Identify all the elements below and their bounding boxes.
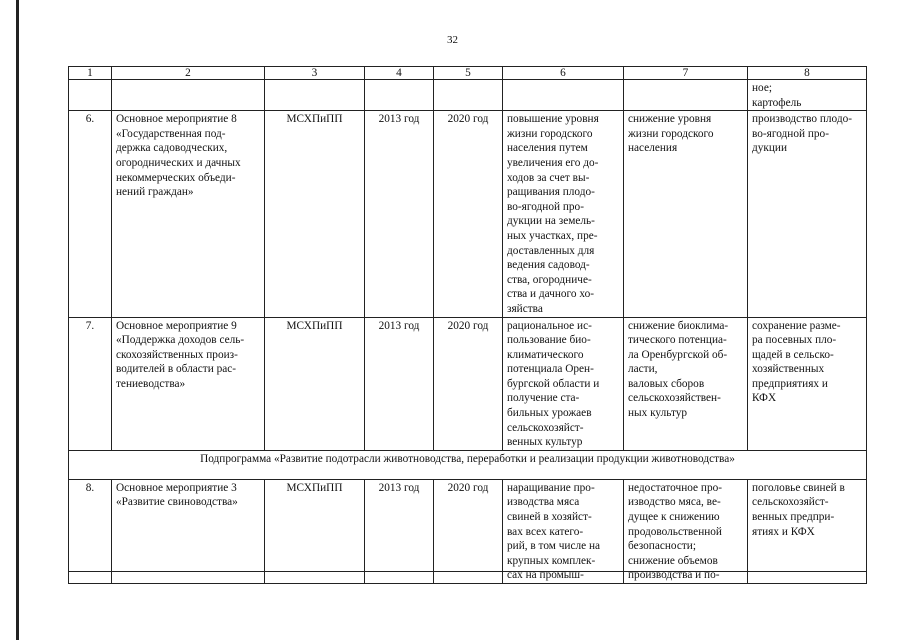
cell-line: ятиях и КФХ: [752, 525, 815, 538]
cell-line: наращивание про-: [507, 481, 595, 494]
subprogram-row: [69, 450, 867, 479]
cell-line: держка садоводческих,: [116, 142, 228, 155]
link-cell: [748, 111, 867, 317]
result-cell: [503, 111, 624, 317]
cell-line: хозяйственных: [752, 363, 825, 376]
cell-line: потенциала Орен-: [507, 363, 594, 376]
cell-line: производства и по-: [628, 569, 720, 582]
cell-line: ходов за счет вы-: [507, 171, 590, 184]
cell-line: некоммерческих объеди-: [116, 171, 236, 184]
cell-line: водителей в области рас-: [116, 363, 237, 376]
table-row: [69, 111, 867, 317]
cell-line: нений граждан»: [116, 186, 194, 199]
cell-line: ства, огородниче-: [507, 273, 592, 286]
table-cell: [624, 80, 748, 111]
executor-cell: МСХПиПП: [265, 317, 365, 450]
cell-line: тического потенциа-: [628, 334, 727, 347]
end-year-cell: 2020 год: [434, 479, 503, 583]
link-cell: [748, 80, 867, 111]
cell-line: рациональное ис-: [507, 319, 592, 332]
cell-line: увеличения его до-: [507, 156, 599, 169]
event-cell: [112, 317, 265, 450]
cell-line: во-ягодной про-: [752, 127, 829, 140]
table-cell: [503, 80, 624, 111]
start-year-cell: 2013 год: [365, 479, 434, 583]
table-row: [69, 479, 867, 583]
continuation-row: [69, 80, 867, 111]
cell-line: ращивания плодо-: [507, 186, 595, 199]
cell-line: ных культур: [628, 407, 688, 420]
cell-line: сохранение разме-: [752, 319, 841, 332]
row-number: 7.: [69, 317, 112, 450]
measures-table: [68, 66, 867, 584]
cell-line: «Государственная под-: [116, 127, 226, 140]
result-cell: [503, 317, 624, 450]
start-year-cell: 2013 год: [365, 317, 434, 450]
header-cell: 1: [69, 67, 112, 80]
cell-line: продовольственной: [628, 525, 722, 538]
cell-line: пользование био-: [507, 334, 591, 347]
cell-line: огороднических и дачных: [116, 156, 241, 169]
cell-line: производство плодо-: [752, 113, 853, 126]
cell-line: сельскохозяйст-: [752, 496, 829, 509]
cell-line: сельскохозяйст-: [507, 421, 584, 434]
header-row: [69, 67, 867, 80]
cell-line: крупных комплек-: [507, 554, 596, 567]
table-bottom-border: [68, 571, 866, 572]
cell-line: населения путем: [507, 142, 588, 155]
row-number: 8.: [69, 479, 112, 583]
cell-line: ведения садовод-: [507, 259, 590, 272]
cell-line: тениеводства»: [116, 377, 186, 390]
page-number: 32: [447, 34, 458, 46]
executor-cell: МСХПиПП: [265, 111, 365, 317]
cell-line: доставленных для: [507, 244, 595, 257]
end-year-cell: 2020 год: [434, 111, 503, 317]
cell-line: Основное мероприятие 8: [116, 113, 237, 126]
cell-line: населения: [628, 142, 678, 155]
cell-line: «Развитие свиноводства»: [116, 496, 238, 509]
table-cell: [69, 80, 112, 111]
cell-line: бургской области и: [507, 377, 600, 390]
consequence-cell: [624, 479, 748, 583]
cell-line: снижение объемов: [628, 554, 718, 567]
cell-line: Основное мероприятие 3: [116, 481, 237, 494]
header-cell: 8: [748, 67, 867, 80]
end-year-cell: 2020 год: [434, 317, 503, 450]
header-cell: 3: [265, 67, 365, 80]
cell-line: безопасности;: [628, 540, 696, 553]
consequence-cell: [624, 111, 748, 317]
link-cell: [748, 479, 867, 583]
table-cell: [112, 80, 265, 111]
cell-line: жизни городского: [628, 127, 714, 140]
cell-line: дукции на земель-: [507, 215, 595, 228]
scan-left-edge: [16, 0, 19, 640]
header-cell: 6: [503, 67, 624, 80]
header-cell: 5: [434, 67, 503, 80]
event-cell: [112, 479, 265, 583]
row-number: 6.: [69, 111, 112, 317]
cell-line: снижение уровня: [628, 113, 712, 126]
cell-line: бильных урожаев: [507, 407, 592, 420]
cell-line: зяйства: [507, 302, 543, 315]
cell-line: повышение уровня: [507, 113, 599, 126]
cell-line: ства и дачного хо-: [507, 288, 594, 301]
table-cell: [434, 80, 503, 111]
cell-line: дущее к снижению: [628, 511, 720, 524]
cell-line: получение ста-: [507, 392, 580, 405]
cell-line: сельскохозяйствен-: [628, 392, 721, 405]
cell-line: вах всех катего-: [507, 525, 584, 538]
cell-line: снижение биоклима-: [628, 319, 729, 332]
cell-line: изводство мяса, ве-: [628, 496, 721, 509]
link-cell: [748, 317, 867, 450]
header-cell: 2: [112, 67, 265, 80]
cell-line: Основное мероприятие 9: [116, 319, 237, 332]
cell-line: «Поддержка доходов сель-: [116, 334, 245, 347]
subprogram-title: Подпрограмма «Развитие подотрасли животноводства, переработки и реализации продукции животноводства»: [69, 450, 867, 479]
cell-line: валовых сборов: [628, 377, 705, 390]
cell-line: недостаточное про-: [628, 481, 722, 494]
executor-cell: МСХПиПП: [265, 479, 365, 583]
cell-line: дукции: [752, 142, 788, 155]
cell-line: ных участках, пре-: [507, 229, 598, 242]
cell-line: венных предпри-: [752, 511, 835, 524]
cell-line: жизни городского: [507, 127, 593, 140]
cell-line: во-ягодной про-: [507, 200, 584, 213]
table-cell: [265, 80, 365, 111]
event-cell: [112, 111, 265, 317]
result-cell: [503, 479, 624, 583]
table-cell: [365, 80, 434, 111]
cell-line: ное;: [752, 82, 772, 94]
consequence-cell: [624, 317, 748, 450]
cell-line: поголовье свиней в: [752, 481, 845, 494]
cell-line: венных культур: [507, 436, 583, 449]
cell-line: щадей в сельско-: [752, 348, 834, 361]
cell-line: климатического: [507, 348, 584, 361]
header-cell: 4: [365, 67, 434, 80]
cell-line: предприятиях и: [752, 377, 828, 390]
start-year-cell: 2013 год: [365, 111, 434, 317]
cell-line: картофель: [752, 96, 802, 109]
cell-line: КФХ: [752, 392, 777, 405]
cell-line: сах на промыш-: [507, 569, 584, 582]
table-row: [69, 317, 867, 450]
cell-line: свиней в хозяйст-: [507, 511, 592, 524]
cell-line: скохозяйственных произ-: [116, 348, 238, 361]
cell-line: ла Оренбургской об-: [628, 348, 728, 361]
cell-line: ра посевных пло-: [752, 334, 837, 347]
cell-line: изводства мяса: [507, 496, 580, 509]
cell-line: рий, в том числе на: [507, 540, 601, 553]
cell-line: ласти,: [628, 363, 658, 376]
header-cell: 7: [624, 67, 748, 80]
